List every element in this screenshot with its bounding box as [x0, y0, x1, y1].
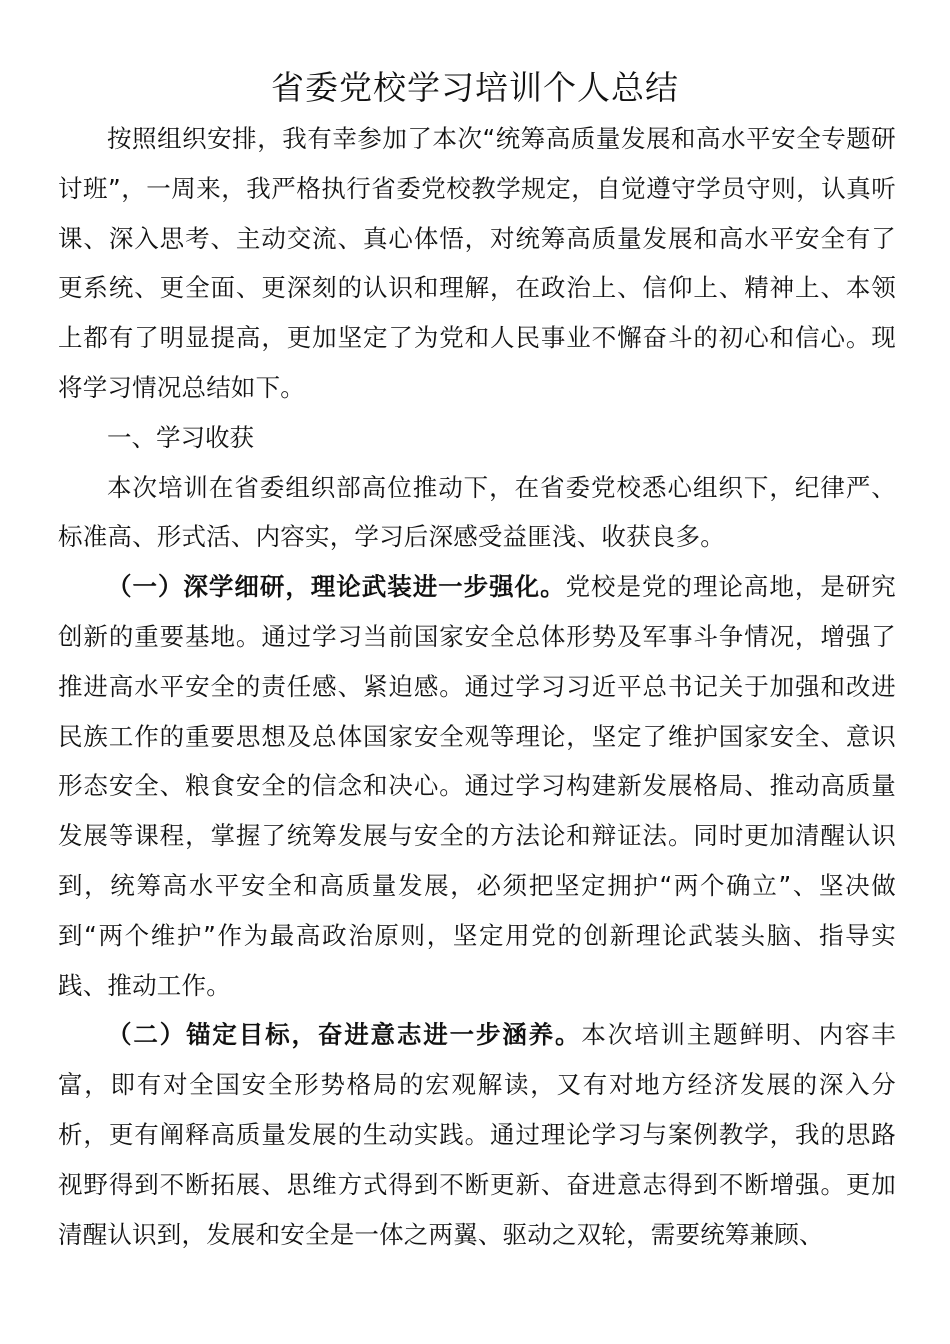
point-two-paragraph: [58, 1010, 896, 1259]
section-intro-paragraph: 本次培训在省委组织部高位推动下，在省委党校悉心组织下，纪律严、标准高、形式活、内容实，学习后深感受益匪浅、收获良多。: [58, 472, 896, 552]
point-one-text: 党校是党的理论高地，是研究创新的重要基地。通过学习当前国家安全总体形势及军事斗争情况，增强了推进高水平安全的责任感、紧迫感。通过学习习近平总书记关于加强和改进民族工作的重要思想及总体国家安全观等理论，坚定了维护国家安全、意识形态安全、粮食安全的信念和决心。通过学习构建新发展格局、推动高质量发展等课程，掌握了统筹发展与安全的方法论和辩证法。同时更加清醒认识到，统筹高水平安全和高质量发展，必须把坚定拥护“两个确立”、坚决做到“两个维护”作为最高政治原则，坚定用党的创新理论武装头脑、指导实践、推动工作。: [58, 572, 896, 1000]
intro-paragraph: 按照组织安排，我有幸参加了本次“统筹高质量发展和高水平安全专题研讨班”，一周来，我严格执行省委党校教学规定，自觉遵守学员守则，认真听课、深入思考、主动交流、真心体悟，对统筹高质量发展和高水平安全有了更系统、更全面、更深刻的认识和理解，在政治上、信仰上、精神上、本领上都有了明显提高，更加坚定了为党和人民事业不懈奋斗的初心和信心。现将学习情况总结如下。: [58, 124, 896, 402]
point-one-lead: （一）深学细研，理论武装进一步强化。: [107, 572, 566, 602]
point-one-paragraph: [58, 562, 896, 1010]
point-two-lead: （二）锚定目标，奋进意志进一步涵养。: [107, 1020, 582, 1050]
document-title: 省委党校学习培训个人总结: [271, 68, 679, 107]
document-body: [58, 114, 896, 1259]
section-heading: 一、学习收获: [107, 422, 254, 452]
point-two-text: 本次培训主题鲜明、内容丰富，即有对全国安全形势格局的宏观解读，又有对地方经济发展的深入分析，更有阐释高质量发展的生动实践。通过理论学习与案例教学，我的思路视野得到不断拓展、思维方式得到不断更新、奋进意志得到不断增强。更加清醒认识到，发展和安全是一体之两翼、驱动之双轮，需要统筹兼顾、: [58, 1020, 896, 1249]
